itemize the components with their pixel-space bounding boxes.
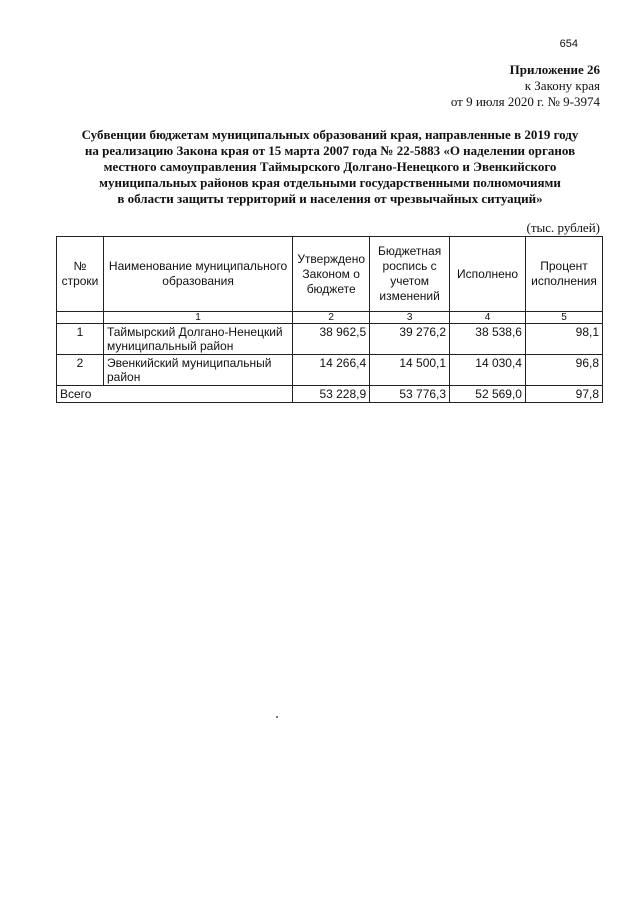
row-number: 1	[57, 324, 104, 355]
column-number: 3	[370, 312, 450, 324]
title-line: Субвенции бюджетам муниципальных образований края, направленные в 2019 году	[81, 127, 579, 142]
header-municipality-name: Наименование муниципального образования	[103, 237, 292, 312]
budget-value: 39 276,2	[370, 324, 450, 355]
percent-value: 98,1	[525, 324, 602, 355]
appendix-law-ref: к Закону края	[524, 78, 600, 93]
table-header-row	[57, 237, 603, 312]
municipality-name: Эвенкийский муниципальный район	[103, 355, 292, 386]
column-number	[57, 312, 104, 324]
header-approved: Утверждено Законом о бюджете	[293, 237, 370, 312]
total-approved: 53 228,9	[293, 386, 370, 403]
row-number: 2	[57, 355, 104, 386]
unit-label: (тыс. рублей)	[526, 220, 600, 235]
percent-value: 96,8	[525, 355, 602, 386]
table-row	[57, 355, 603, 386]
column-number: 4	[450, 312, 526, 324]
column-number: 1	[103, 312, 292, 324]
municipality-name: Таймырский Долгано-Ненецкий муниципальный район	[103, 324, 292, 355]
header-budget-schedule: Бюджетная роспись с учетом изменений	[370, 237, 450, 312]
header-row-number: № строки	[57, 237, 104, 312]
total-budget: 53 776,3	[370, 386, 450, 403]
approved-value: 38 962,5	[293, 324, 370, 355]
appendix-law-date: от 9 июля 2020 г. № 9-3974	[450, 94, 600, 109]
executed-value: 14 030,4	[450, 355, 526, 386]
page-number: 654	[559, 38, 578, 50]
approved-value: 14 266,4	[293, 355, 370, 386]
title-line: местного самоуправления Таймырского Долгано-Ненецкого и Эвенкийского	[103, 159, 557, 174]
total-executed: 52 569,0	[450, 386, 526, 403]
column-number: 5	[525, 312, 602, 324]
total-row	[57, 386, 603, 403]
executed-value: 38 538,6	[450, 324, 526, 355]
appendix-block	[451, 62, 600, 110]
title-line: на реализацию Закона края от 15 марта 2007 года № 22-5883 «О наделении органов	[84, 143, 576, 158]
column-number-row	[57, 312, 603, 324]
table-row	[57, 324, 603, 355]
header-executed: Исполнено	[450, 237, 526, 312]
header-execution-percent: Процент исполнения	[525, 237, 602, 312]
document-title	[60, 127, 600, 207]
subsidy-table	[56, 236, 603, 403]
scan-speck	[276, 716, 278, 718]
total-label: Всего	[57, 386, 293, 403]
title-line: в области защиты территорий и населения от чрезвычайных ситуаций»	[117, 191, 543, 206]
title-line: муниципальных районов края отдельными государственными полномочиями	[99, 175, 561, 190]
column-number: 2	[293, 312, 370, 324]
budget-value: 14 500,1	[370, 355, 450, 386]
appendix-title: Приложение 26	[509, 62, 600, 77]
total-percent: 97,8	[525, 386, 602, 403]
